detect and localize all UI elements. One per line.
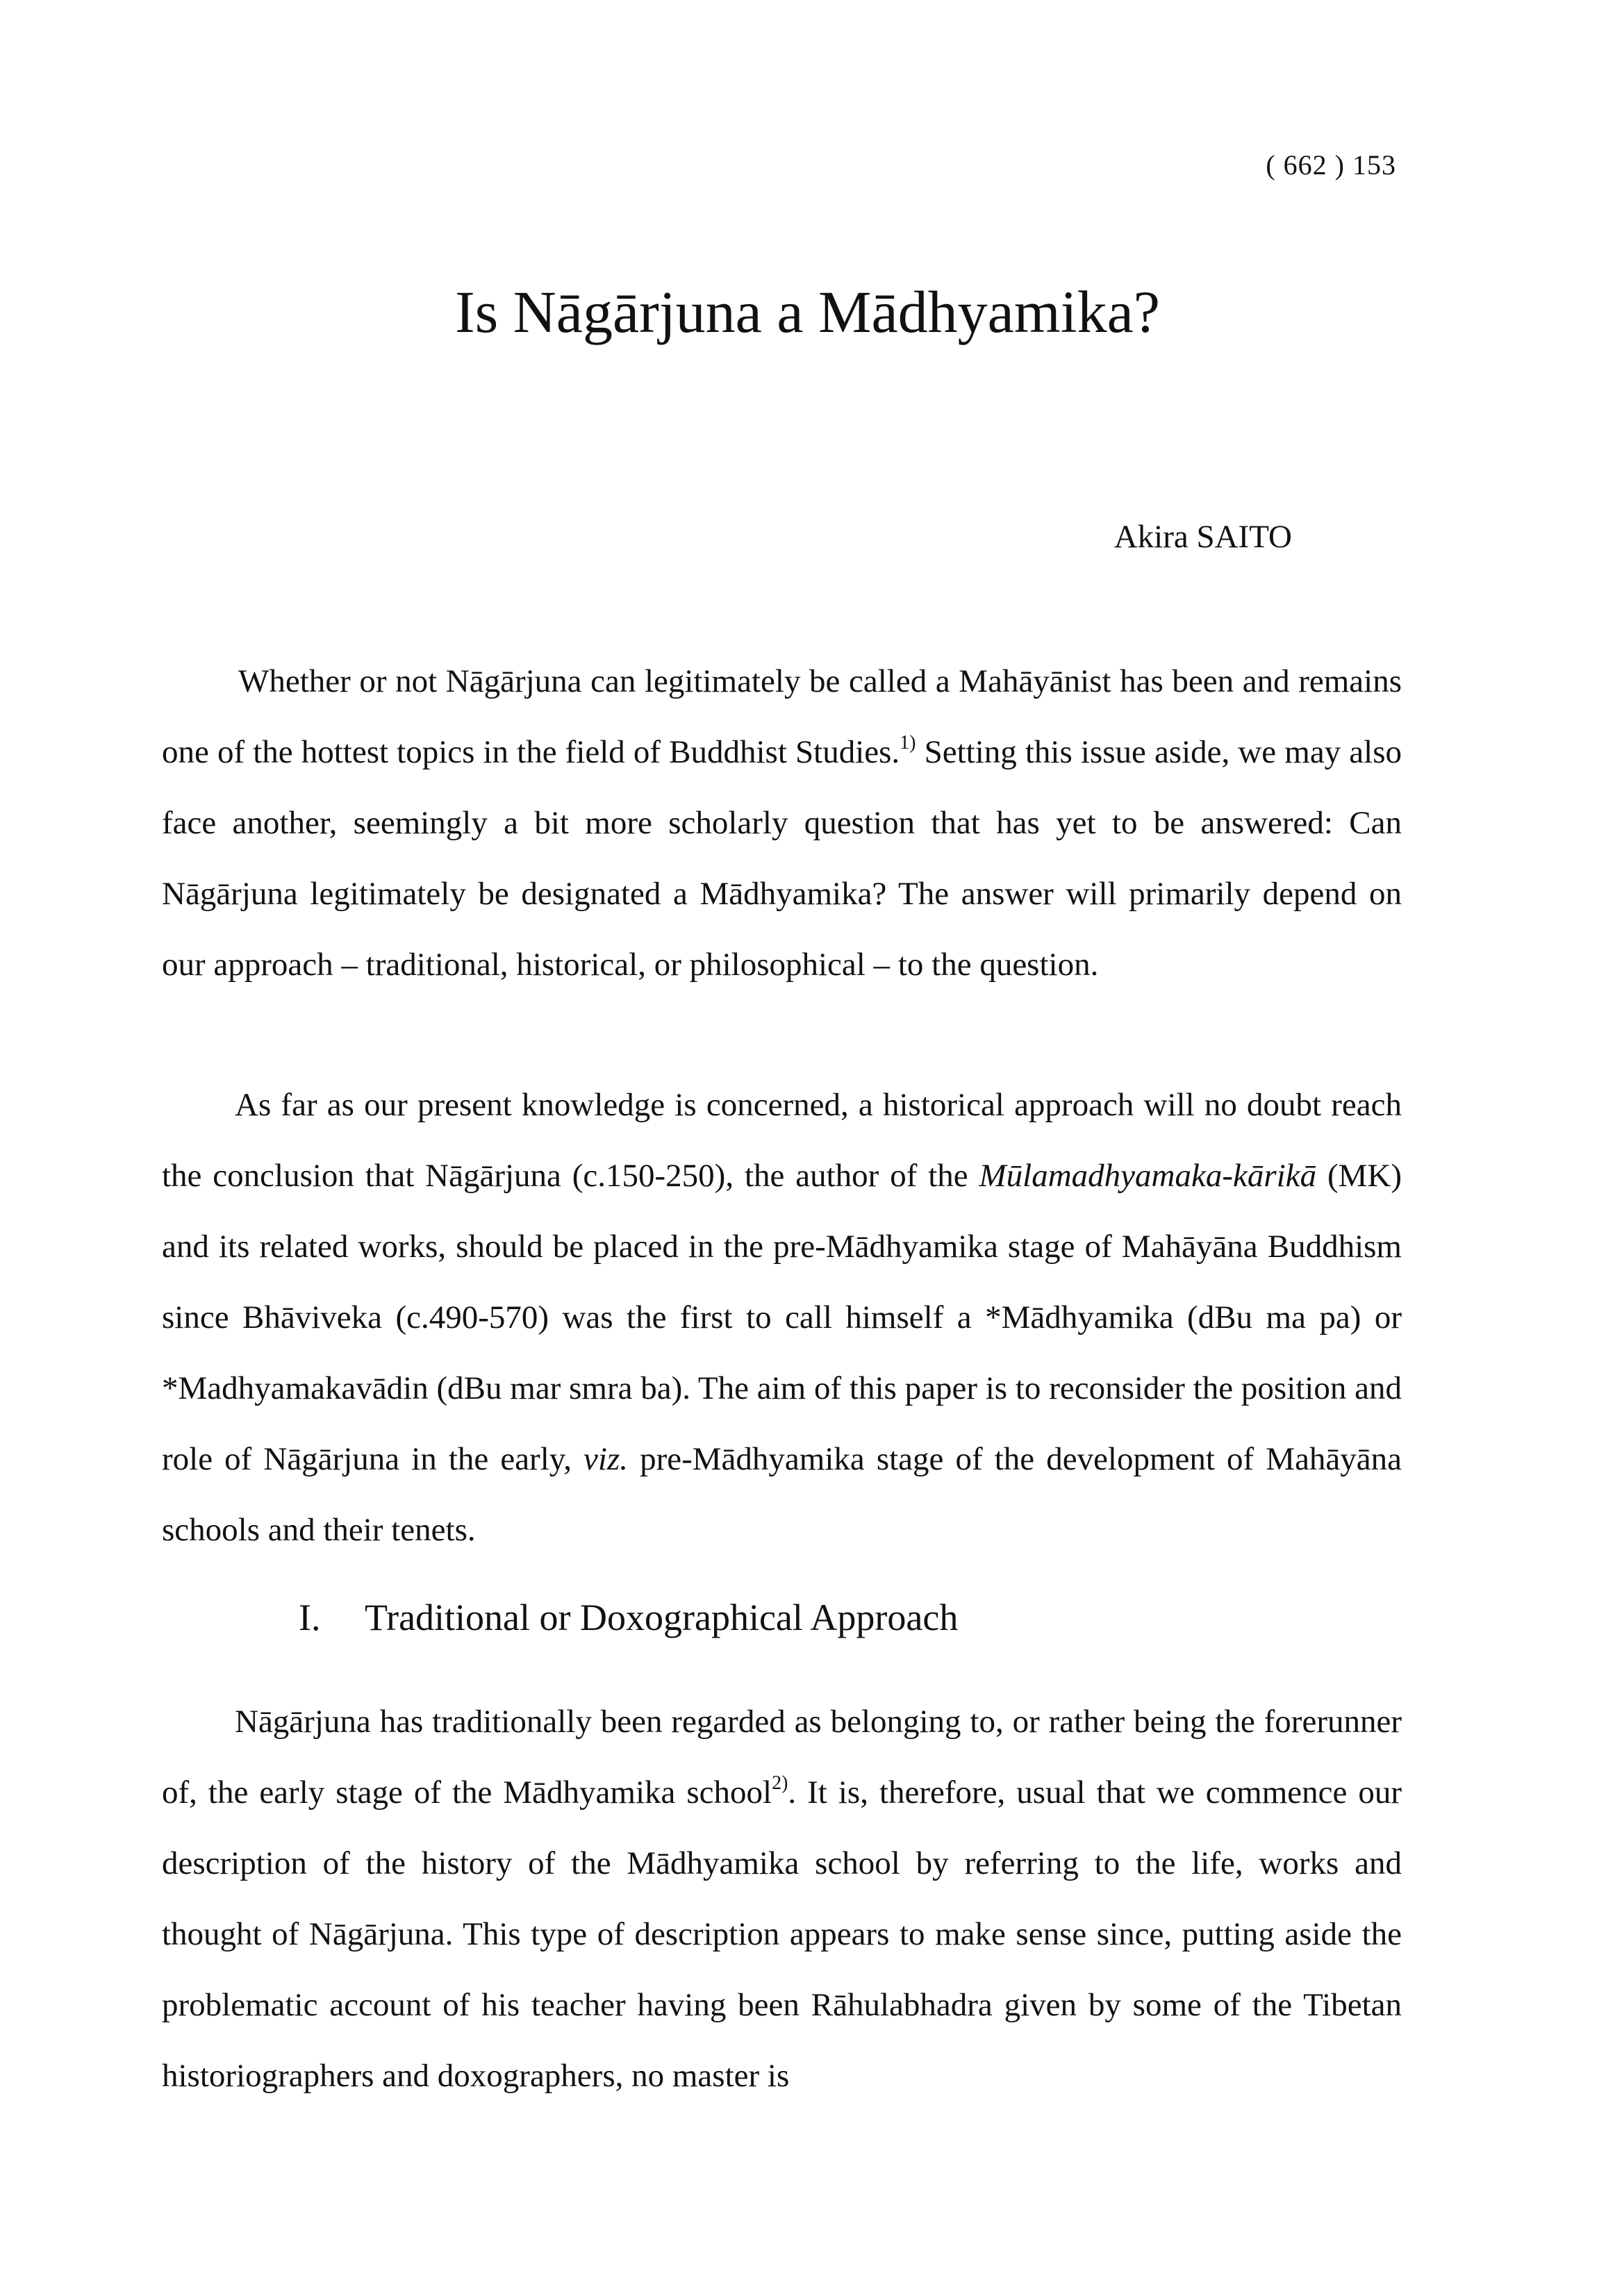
paragraph-traditional-part-a: Nāgārjuna has traditionally been regarded as belonging to, or rather being the forerunner of, the early stage of the Mādhyamika school xyxy=(162,1704,1402,1811)
paragraph-intro-part-b: Setting this issue aside, we may also face another, seemingly a bit more scholarly question that has yet to be answered: Can Nāgārjuna legitimately be designated a Mādhyamika? The answer will primarily depend on our approach – traditional, historical, or philosophical – to the question. xyxy=(162,734,1402,983)
section-title: Traditional or Doxographical Approach xyxy=(365,1597,959,1638)
section-heading xyxy=(299,1596,958,1639)
paragraph-historical-part-a: As far as our present knowledge is concerned, a historical approach will no doubt reach the conclusion that Nāgārjuna (c.150-250), the author of the xyxy=(162,1087,1402,1194)
paragraph-traditional xyxy=(162,1686,1402,2111)
paragraph-historical xyxy=(162,1070,1402,1565)
section-number: I. xyxy=(299,1597,321,1638)
work-title-mk: Mūlamadhyamaka-kārikā xyxy=(979,1158,1317,1194)
paragraph-intro xyxy=(162,646,1402,1000)
viz-abbreviation: viz. xyxy=(583,1441,629,1477)
author-name: Akira SAITO xyxy=(1113,519,1292,555)
paragraph-historical-part-b: (MK) and its related works, should be placed in the pre-Mādhyamika stage of Mahāyāna Buddhism since Bhāviveka (c.490-570) was the first to call himself a *Mādhyamika (dBu ma pa) or *Madhyamakavādin (dBu mar smra ba). The aim of this paper is to reconsider the position and role of Nāgārjuna in the early, xyxy=(162,1158,1402,1477)
page-number: ( 662 ) 153 xyxy=(1266,149,1396,181)
footnote-ref-2: 2) xyxy=(772,1772,788,1794)
footnote-ref-1: 1) xyxy=(900,732,916,754)
paper-title: Is Nāgārjuna a Mādhyamika? xyxy=(455,278,1160,345)
paragraph-traditional-part-b: . It is, therefore, usual that we commence our description of the history of the Mādhyamika school by referring to the life, works and thought of Nāgārjuna. This type of description appears to make sense since, putting aside the problematic account of his teacher having been Rāhulabhadra given by some of the Tibetan historiographers and doxographers, no master is xyxy=(162,1774,1402,2094)
paragraph-intro-part-a: Whether or not Nāgārjuna can legitimately be called a Mahāyānist has been and remains one of the hottest topics in the field of Buddhist Studies. xyxy=(162,663,1402,770)
paragraph-historical-part-c: pre-Mādhyamika stage of the development of Mahāyāna schools and their tenets. xyxy=(162,1441,1402,1548)
